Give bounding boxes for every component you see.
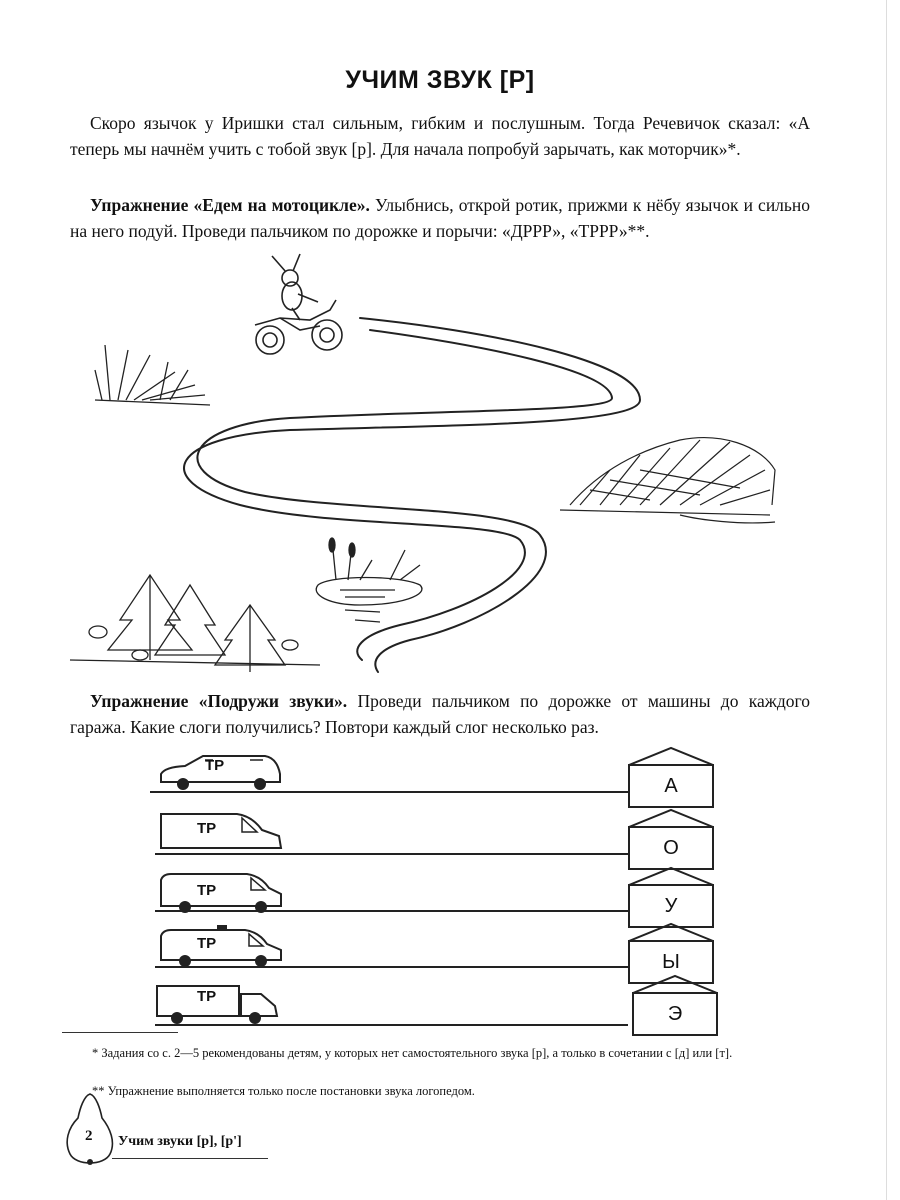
page-title: УЧИМ ЗВУК [Р]	[345, 66, 535, 94]
garage-roof-icon	[628, 922, 714, 942]
page-number: 2	[85, 1128, 93, 1144]
car-label-a: ТР	[205, 757, 225, 774]
running-title-rule	[112, 1158, 268, 1159]
exercise-2-name: Упражнение «Подружи звуки».	[90, 691, 348, 711]
bush-icon	[560, 438, 775, 523]
car-label-u: ТР	[197, 882, 217, 899]
footnote-divider	[62, 1032, 178, 1033]
garage-roof-icon	[632, 974, 718, 994]
trees-icon	[70, 575, 320, 672]
garage-roof-icon	[628, 866, 714, 886]
garage-label-u: У	[628, 884, 714, 928]
winding-road[interactable]	[184, 318, 640, 672]
garage-label-a: А	[628, 764, 714, 808]
footnote-1: * Задания со с. 2—5 рекомендованы детям, у которых нет самостоятельного звука [р], а только в сочетании с [д] или [т].	[92, 1046, 733, 1060]
footnote-2: ** Упражнение выполняется только после постановки звука логопедом.	[92, 1084, 475, 1098]
car-label-y: ТР	[197, 935, 217, 952]
car-label-o: ТР	[197, 820, 217, 837]
car-minibus-icon	[157, 870, 287, 916]
intro-text: Скоро язычок у Иришки стал сильным, гибким и послушным. Тогда Речевичок сказал: «А теперь мы начнём учить с тобой звук [р]. Для начала попробуй зарычать, как моторчик»*.	[70, 113, 810, 159]
exercise-1-text: Улыбнись, открой ротик, прижми к нёбу язычок и сильно на него подуй. Проведи пальчиком по дорожке и порычи: «ДРРР», «ТРРР»**.	[70, 195, 811, 241]
car-van-icon	[157, 808, 287, 856]
garage-label-o: О	[628, 826, 714, 870]
exercise-2-paragraph	[70, 688, 810, 740]
grass-icon	[95, 345, 210, 405]
pond-icon	[316, 538, 422, 622]
rabbit-motorcycle-icon	[255, 254, 342, 354]
exercise-1-name: Упражнение «Едем на мотоцикле».	[90, 195, 370, 215]
exercise-2-text: Проведи пальчиком по дорожке от машины до каждого гаража. Какие слоги получились? Повтори каждый слог несколько раз.	[70, 691, 810, 737]
garage-label-y: Ы	[628, 940, 714, 984]
car-truck-icon	[155, 982, 285, 1026]
car-label-e: ТР	[197, 988, 217, 1005]
garage-roof-icon	[628, 808, 714, 828]
car-ambulance-icon	[157, 924, 287, 970]
garage-label-e: Э	[632, 992, 718, 1036]
running-title: Учим звуки [р], [р']	[118, 1134, 242, 1149]
garage-roof-icon	[628, 746, 714, 766]
